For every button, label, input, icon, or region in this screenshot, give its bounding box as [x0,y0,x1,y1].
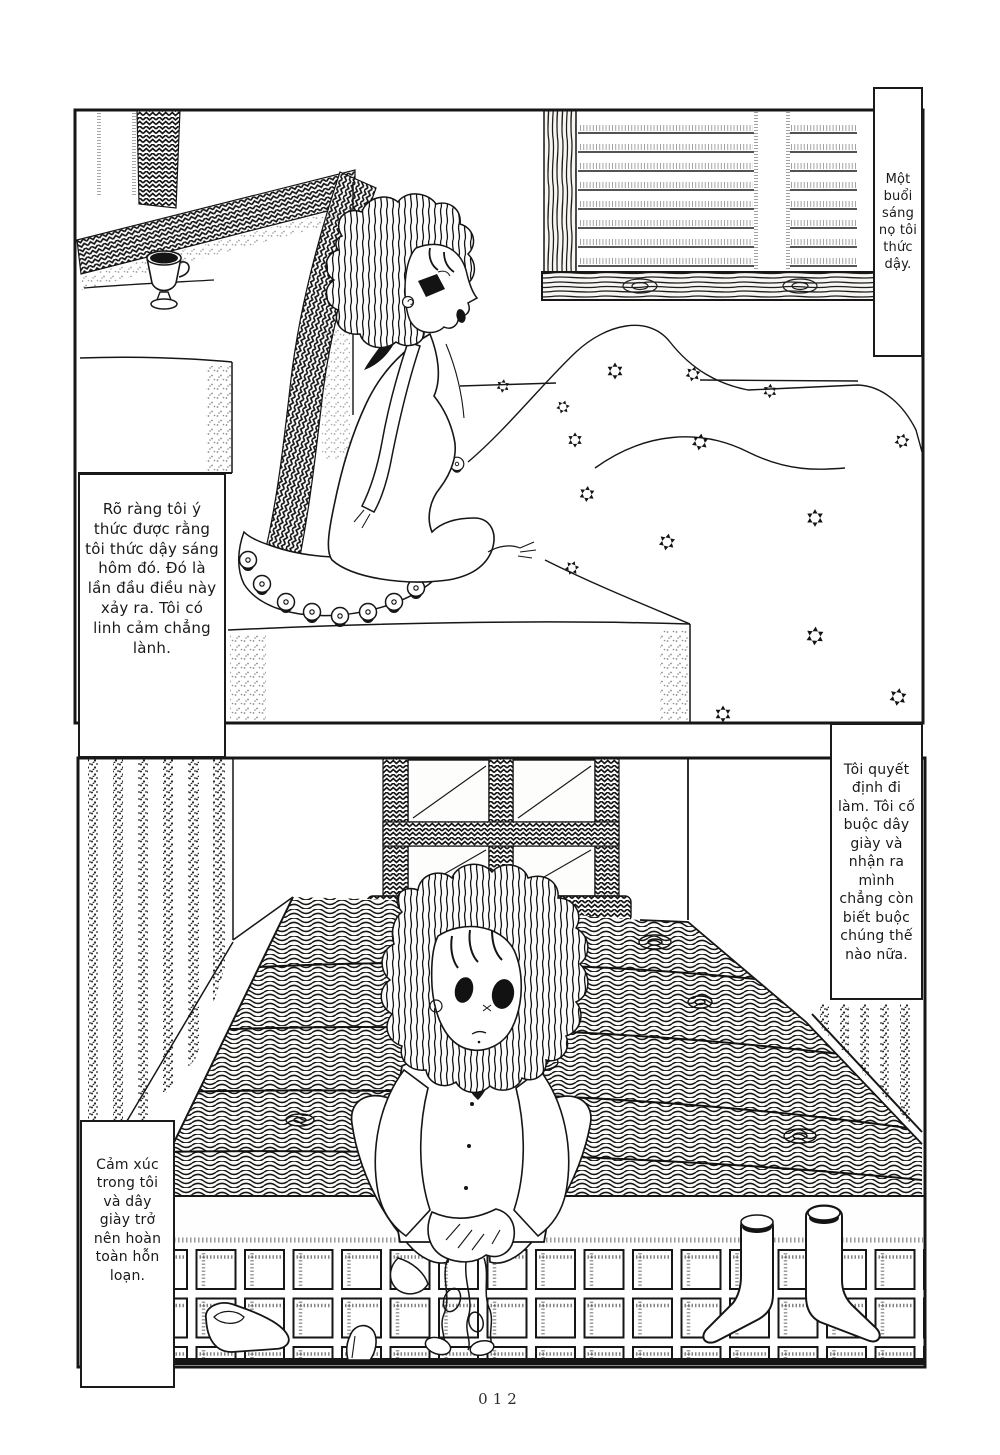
page-number: 012 [478,1390,522,1408]
caption-text: Một buổi sáng nọ tôi thức dậy. [878,171,918,273]
window-blinds [542,110,874,300]
caption-confusion [80,1120,175,1388]
caption-tying-shoes [830,723,923,1000]
caption-text: Rõ ràng tôi ý thức được rằng tôi thức dậy sáng hôm đó. Đó là lần đầu điều này xảy ra. Tôi có linh cảm chẳng lành. [85,500,219,657]
mattress [228,622,690,722]
caption-text: Cảm xúc trong tôi và dây giày trở nên hoàn toàn hỗn loạn. [93,1157,162,1284]
caption-waking-morning [873,87,923,357]
panel-2-floor-scene [88,758,928,1365]
waking-figure [326,194,536,582]
caption-realization [78,473,226,758]
caption-text: Tôi quyết định đi làm. Tôi cố buộc dây giày và nhận ra mình chẳng còn biết buộc chúng thế nào nữa. [837,762,916,963]
